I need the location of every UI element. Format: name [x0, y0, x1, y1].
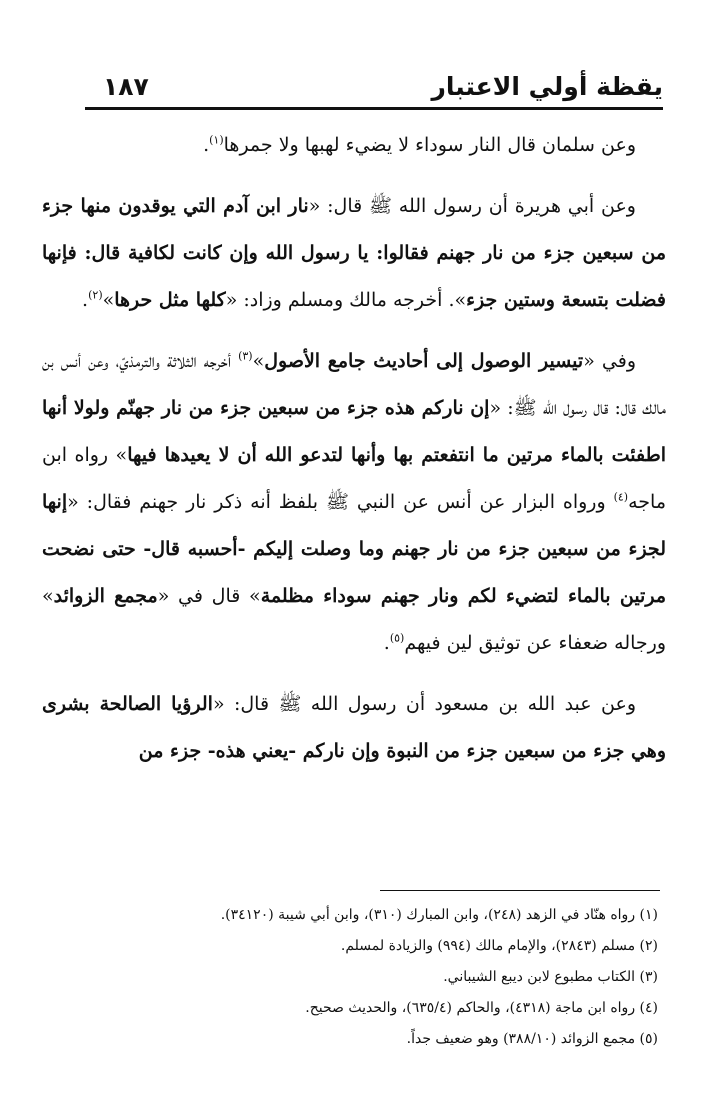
footnote: (١) رواه هنّاد في الزهد (٢٤٨)، وابن المبارك (٣١٠)، وابن أبي شيبة (٣٤١٢٠).	[220, 907, 658, 923]
narration-text: .	[383, 632, 390, 654]
hadith-text: تيسير الوصول إلى أحاديث جامع الأصول	[264, 350, 584, 372]
hadith-text: كلها مثل حرها	[114, 289, 226, 311]
narration-text: » ورجاله ضعفاء عن توثيق لين فيهم	[42, 585, 666, 654]
paragraph	[42, 122, 666, 169]
footnote-marker: (٣)	[238, 349, 253, 363]
header-rule	[85, 107, 663, 110]
body-text	[42, 122, 666, 775]
footnote-marker: (١)	[209, 133, 224, 147]
paragraph	[42, 681, 666, 775]
hadith-text: نار ابن آدم التي يوقدون منها جزء من سبعين جزء من نار جهنم فقالوا: يا رسول الله وإن كانت لكافية قال: فإنها فضلت بتسعة وستين جزء	[42, 195, 666, 311]
page-number: ١٨٧	[103, 72, 149, 101]
hadith-text: الرؤيا الصالحة بشرى وهي جزء من سبعين جزء من النبوة وإن ناركم -يعني هذه- جزء من	[42, 693, 666, 762]
narration-text: وفي «	[583, 350, 636, 372]
narration-text: ». أخرجه مالك ومسلم وزاد: «	[225, 289, 467, 311]
hadith-text: إن ناركم هذه جزء من سبعين جزء من نار جهنّم ولولا أنها اطفئت بالماء مرتين ما انتفعتم بها وأنها لتدعو الله أن لا يعيدها فيها	[42, 397, 666, 466]
hadith-text: مجمع الزوائد	[53, 585, 158, 607]
footnote-marker: (٥)	[389, 631, 405, 645]
narration-text: » قال في «	[157, 585, 261, 607]
running-header	[85, 72, 663, 108]
footnote: (٤) رواه ابن ماجة (٤٣١٨)، والحاكم (٦٣٥/٤)، والحديث صحيح.	[305, 1000, 658, 1016]
narration-text: »	[102, 289, 115, 311]
paragraph	[42, 183, 666, 324]
narration-text: أخرجه الثلاثة والترمذيّ، وعن أنس بن مالك قال: قال رسول الله ﷺ: «	[42, 350, 666, 419]
narration-text: »	[252, 350, 265, 372]
footnote: (٥) مجمع الزوائد (٣٨٨/١٠) وهو ضعيف جداً.	[406, 1031, 658, 1047]
hadith-text: إنها لجزء من سبعين جزء من نار جهنم وما وصلت إليكم -أحسبه قال- حتى نضحت مرتين بالماء لتضيء لكم ونار جهنم سوداء مظلمة	[42, 491, 667, 607]
narration-text: وعن عبد الله بن مسعود أن رسول الله ﷺ قال: «	[212, 693, 636, 715]
narration-text: » رواه ابن ماجه	[42, 444, 666, 513]
narration-text: .	[82, 289, 89, 311]
footnote-separator	[380, 890, 660, 891]
header-title: يقظة أولي الاعتبار	[431, 72, 663, 101]
narration-text: .	[203, 134, 210, 156]
paragraph	[42, 338, 666, 667]
footnotes	[42, 900, 666, 1055]
narration-text: وعن أبي هريرة أن رسول الله ﷺ قال: «	[308, 195, 636, 217]
narration-text: ورواه البزار عن أنس عن النبي ﷺ بلفظ أنه ذكر نار جهنم فقال: «	[67, 491, 614, 513]
footnote-marker: (٢)	[88, 288, 103, 302]
footnote: (٢) مسلم (٢٨٤٣)، والإمام مالك (٩٩٤) والزيادة لمسلم.	[340, 938, 658, 954]
footnote-marker: (٤)	[613, 490, 629, 504]
narration-text: وعن سلمان قال النار سوداء لا يضيء لهبها ولا جمرها	[223, 134, 636, 156]
footnote: (٣) الكتاب مطبوع لابن ديبع الشيباني.	[443, 969, 658, 985]
